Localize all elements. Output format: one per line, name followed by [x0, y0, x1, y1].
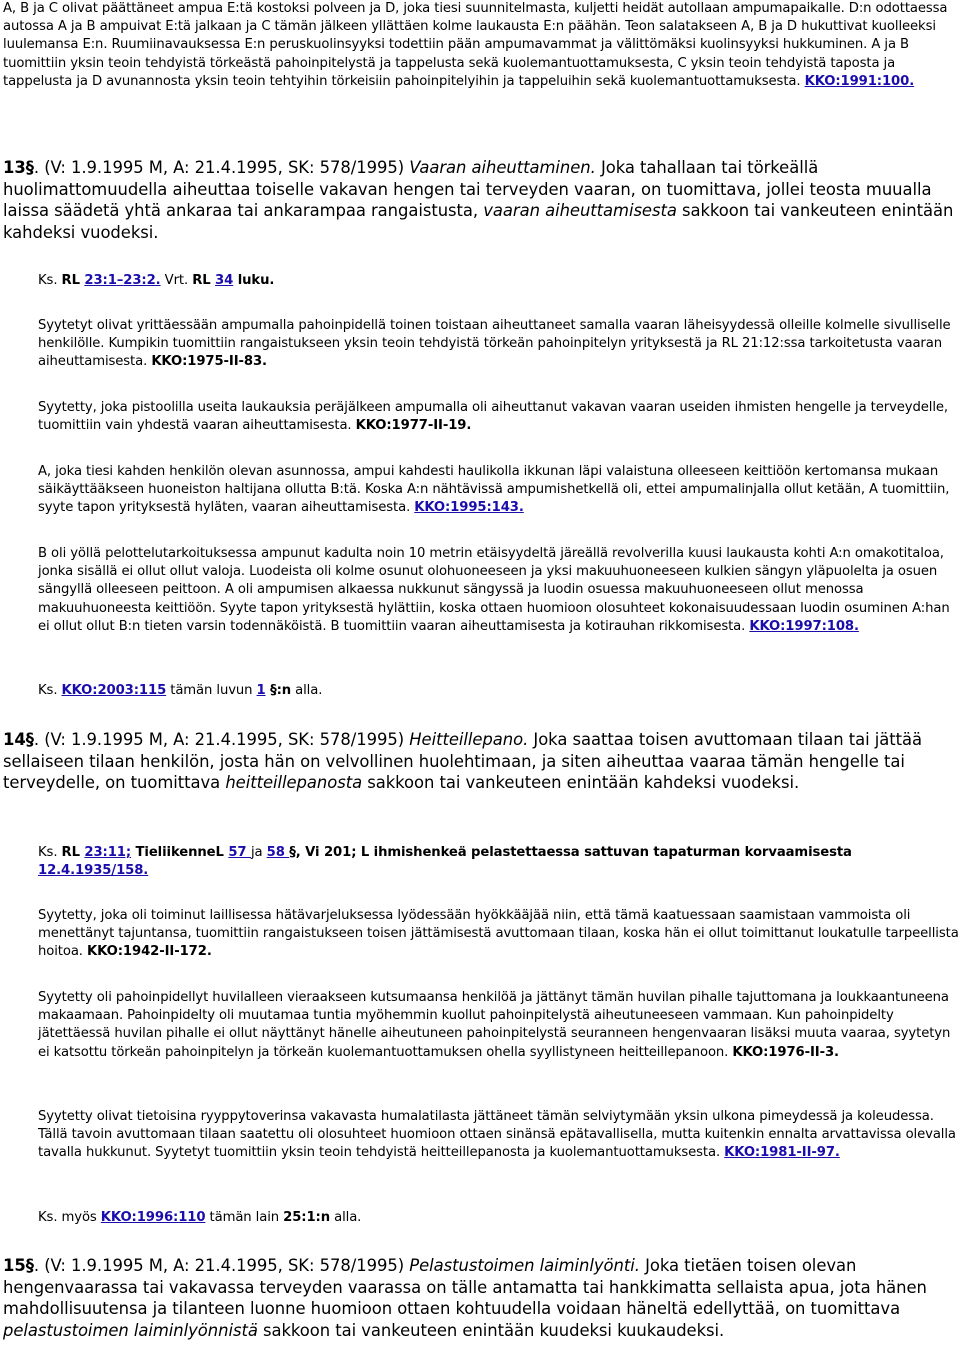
- case-note-1997: B oli yöllä pelottelutarkoituksessa ampunut kadulta noin 10 metrin etäisyydeltä järeällä revolverilla kuusi laukausta kohti A:n omakotitaloa, jonka sisällä ei ollut ollut valoja. Luodeista oli kolme osunut olohuoneeseen ja yksi makuuhuoneeseen kulkien sängyn yläpuolelta ja osuen sängyllä olleeseen peittoon. A oli ampumisen alkaessa nukkunut sängyssä ja luodin osuessa makuuhuoneeseen ollut menossa makuuhuoneesta keittiöön. Syyte tapon yrityksestä hylättiin, koska ottaen huomioon olosuhteet kokonaisuudessaan luodin osuminen A:han ei ollut ollut B:n tieten varsin todennäköistä. B tuomittiin vaaran aiheuttamisesta ja kotirauhan rikkomisesta. KKO:1997:108.: [38, 546, 950, 634]
- section-number: 14: [3, 730, 26, 749]
- case-ref: KKO:1977-II-19.: [355, 418, 472, 434]
- section-number: 15: [3, 1256, 26, 1275]
- section-13: 13§. (V: 1.9.1995 M, A: 21.4.1995, SK: 578/1995) Vaaran aiheuttaminen. Joka tahallaan tai törkeällä huolimattomuudella aiheuttaa toiselle vakavan hengen tai terveyden vaaran, on tuomittava, jollei teosta muualla laissa säädetä yhtä ankaraa tai ankarampaa rangaistusta, vaaran aiheuttamisesta sakkoon tai vankeuteen enintään kahdeksi vuodeksi.: [3, 158, 954, 242]
- case-link-kko-1996-110[interactable]: KKO:1996:110: [100, 1210, 206, 1225]
- section-14: 14§. (V: 1.9.1995 M, A: 21.4.1995, SK: 578/1995) Heitteillepano. Joka saattaa toisen avuttomaan tilaan tai jättää sellaiseen tilaan henkilön, josta hän on velvollinen huolehtimaan, ja siten aiheuttaa vaaraa tämän hengelle tai terveydelle, on tuomittava heitteillepanosta sakkoon tai vankeuteen enintään kahdeksi vuodeksi.: [3, 730, 923, 793]
- section-term: heitteillepanosta: [225, 773, 363, 793]
- case-link-kko-2003-115[interactable]: KKO:2003:115: [61, 683, 167, 698]
- see-also-2003: Ks. KKO:2003:115 tämän luvun 1 §:n alla.: [38, 683, 323, 698]
- law-link-57[interactable]: 57: [228, 845, 251, 860]
- see-also-1996: Ks. myös KKO:1996:110 tämän lain 25:1:n alla.: [38, 1210, 362, 1225]
- law-link-23-11[interactable]: 23:11;: [84, 845, 132, 860]
- section-header: . (V: 1.9.1995 M, A: 21.4.1995, SK: 578/1995): [33, 1256, 410, 1275]
- paragraph-case-summary: [3, 0, 960, 91]
- see-also-14: Ks. RL 23:11; TieliikenneL 57 ja 58 §, Vi 201; L ihmishenkeä pelastettaessa sattuvan tapaturman korvaamisesta 12.4.1935/158.: [38, 845, 852, 879]
- see-also-13: Ks. RL 23:1–23:2. Vrt. RL 34 luku.: [38, 273, 275, 288]
- case-note-1942: Syytetty, joka oli toiminut laillisessa hätävarjeluksessa lyödessään hyökkääjää niin, että tämä kaatuessaan saamistaan vammoista oli menettänyt tajuntansa, tuomittiin rangaistukseen toisen jättämisestä avuttomaan tilaan, koska hän ei ollut toimittanut loukatulle tarpeellista hoitoa. KKO:1942-II-172.: [38, 908, 959, 960]
- section-title: Pelastustoimen laiminlyönti.: [409, 1256, 640, 1275]
- law-link-23-1[interactable]: 23:1: [84, 273, 117, 288]
- section-15: 15§. (V: 1.9.1995 M, A: 21.4.1995, SK: 578/1995) Pelastustoimen laiminlyönti. Joka tietäen toisen olevan hengenvaarassa tai vakavassa terveyden vaarassa on tälle antamatta tai hankkimatta sellaista apua, jota hänen mahdollisuutensa ja tilanteen luonne huomioon ottaen kohtuudella voidaan häneltä edellyttää, on tuomittava pelastustoimen laiminlyönnistä sakkoon tai vankeuteen enintään kuudeksi kuukaudeksi.: [3, 1256, 927, 1340]
- law-link-dash[interactable]: –: [116, 273, 124, 288]
- section-sign: §: [25, 158, 34, 177]
- section-sign: §: [25, 730, 34, 749]
- case-note-1976: Syytetty oli pahoinpidellyt huvilalleen vieraakseen kutsumaansa henkilöä ja jättänyt tämän huvilan pihalle tajuttomana ja loukkaantuneena makaamaan. Pahoinpidelty oli muutamaa tuntia myöhemmin kuollut pahoinpitelystä aiheutuneeseen vammaan. Kun pahoinpidelty jätettäessä huvilan pihalle ei ollut näyttänyt hänelle aiheutuneen pahoinpitelystä seuranneen hengenvaaran lisäksi muuta vaaraa, syytetyn ei katsottu törkeän pahoinpitelyn ja törkeän kuolemantuottamuksen ohella syyllistyneen heitteillepanoon. KKO:1976-II-3.: [38, 990, 951, 1060]
- case-ref: KKO:1975-II-83.: [151, 354, 267, 370]
- law-link-34[interactable]: 34: [215, 273, 234, 288]
- case-note-1975: Syytetyt olivat yrittäessään ampumalla pahoinpidellä toinen toistaan aiheuttaneet samalla vaaran läheisyydessä olleille kolmelle sivulliselle henkilölle. Kumpikin tuomittiin rangaistukseen yksin teoin tehdyistä törkeän pahoinpitelyn yrityksestä ja RL 21:12:ssa tarkoitetusta vaaran aiheuttamisesta. KKO:1975-II-83.: [38, 318, 951, 370]
- case-link-kko-1995-143[interactable]: KKO:1995:143.: [414, 500, 524, 516]
- case-ref: KKO:1976-II-3.: [732, 1044, 839, 1060]
- law-link-58[interactable]: 58: [266, 845, 290, 860]
- section-title: Heitteillepano.: [409, 730, 529, 749]
- section-header: . (V: 1.9.1995 M, A: 21.4.1995, SK: 578/1995): [33, 730, 410, 749]
- case-note-1995: A, joka tiesi kahden henkilön olevan asunnossa, ampui kahdesti haulikolla ikkunan läpi valaistuna olleeseen keittiöön kertomansa mukaan säikäyttääkseen huoneiston haltijana ollutta B:tä. Koska A:n nähtävissä ampumishetkellä oli, ettei ampumalinjalla ollut ketään, A tuomittiin, syyte tapon yrityksestä hyläten, vaaran aiheuttamisesta. KKO:1995:143.: [38, 464, 950, 516]
- case-note-1981: Syytetty olivat tietoisina ryyppytoverinsa vakavasta humalatilasta jättäneet tämän selviytymään yksin ulkona pimeydessä ja koleudessa. Tällä tavoin avuttomaan tilaan saatettu oli olosuhteet huomioon ottaen sinänsä epätavallisella, mutta kuitenkin ennalta arvattavissa olevalla tavalla hukkunut. Syytetyt tuomittiin yksin teoin tehdyistä heitteillepanosta ja kuolemantuottamuksesta. KKO:1981-II-97.: [38, 1109, 956, 1161]
- section-number: 13: [3, 158, 26, 177]
- section-sign: §: [25, 1256, 34, 1275]
- case-link-kko-1991-100[interactable]: KKO:1991:100.: [804, 73, 915, 89]
- law-link-1935-158[interactable]: 12.4.1935/158.: [38, 863, 149, 879]
- section-link-1[interactable]: 1: [256, 683, 266, 698]
- case-link-kko-1997-108[interactable]: KKO:1997:108.: [749, 618, 859, 634]
- case-ref: KKO:1942-II-172.: [87, 944, 212, 960]
- law-link-23-2[interactable]: 23:2.: [123, 273, 161, 288]
- section-term: pelastustoimen laiminlyönnistä: [3, 1320, 258, 1340]
- case-text: A, B ja C olivat päättäneet ampua E:tä kostoksi polveen ja D, joka tiesi suunnitelmasta, kuljetti heidät autollaan ampumapaikalle. D:n odottaessa autossa A ja B ampuivat E:tä jalkaan ja C tämän jälkeen yllättäen kolme laukausta E:n päähän. Teon salatakseen A, B ja D hukuttivat kuolleeksi luulemansa E:n. Ruumiinavauksessa E:n peruskuolinsyyksi todettiin pään ampumavammat ja välittömäksi kuolinsyyksi hukkuminen. A ja B tuomittiin yksin teoin tehdyistä törkeästä pahoinpitelystä ja tappelusta sekä kuolemantuottamuksesta, C yksin teoin tehdyistä taposta ja tappelusta ja D avunannosta yksin teoin tehtyihin törkeisiin pahoinpitelyihin ja tappeluihin sekä kuolemantuottamuksesta.: [3, 1, 948, 89]
- case-link-kko-1981-ii-97[interactable]: KKO:1981-II-97.: [724, 1145, 840, 1161]
- case-note-1977: Syytetty, joka pistoolilla useita laukauksia peräjälkeen ampumalla oli aiheuttanut vakavan vaaran useiden ihmisten hengelle ja terveydelle, tuomittiin vain yhdestä vaaran aiheuttamisesta. KKO:1977-II-19.: [38, 400, 949, 434]
- section-header: . (V: 1.9.1995 M, A: 21.4.1995, SK: 578/1995): [33, 158, 410, 177]
- section-term: vaaran aiheuttamisesta: [483, 201, 677, 221]
- section-title: Vaaran aiheuttaminen.: [409, 158, 596, 177]
